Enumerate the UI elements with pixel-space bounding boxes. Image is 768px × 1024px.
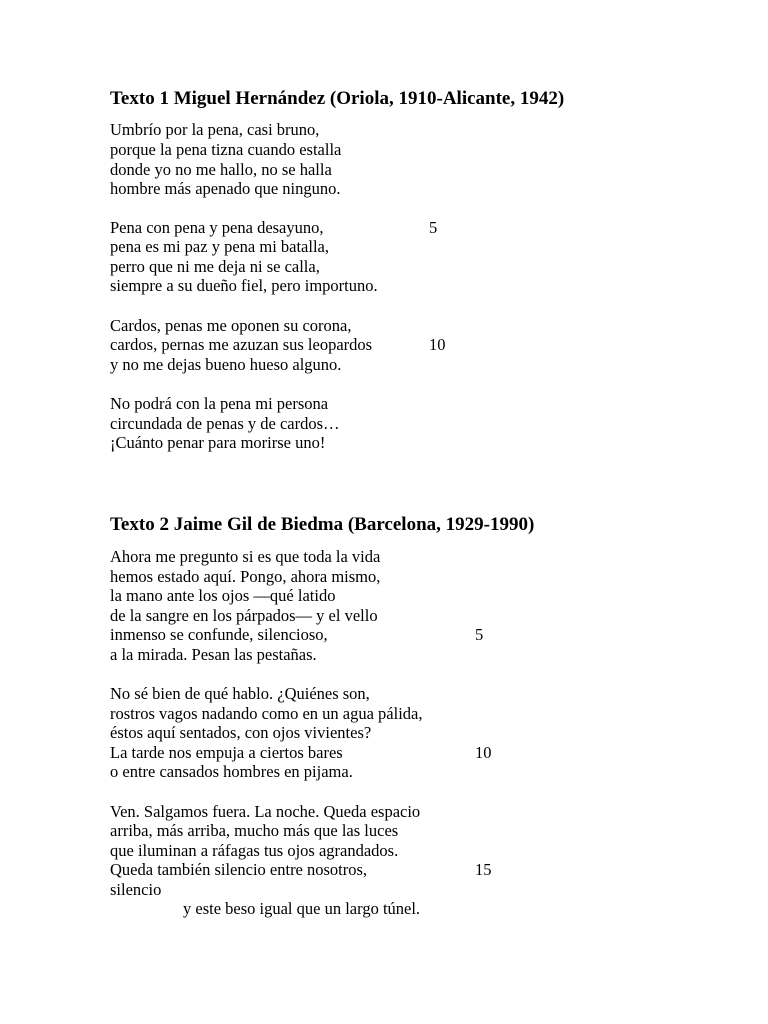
poem-line: arriba, más arriba, mucho más que las luces bbox=[110, 821, 399, 840]
poem-line: hombre más apenado que ninguno. bbox=[110, 179, 341, 198]
poem-line: a la mirada. Pesan las pestañas. bbox=[110, 645, 317, 664]
texto2-title: Texto 2 Jaime Gil de Biedma (Barcelona, 1929-1990) bbox=[110, 514, 535, 535]
line-number: 10 bbox=[429, 335, 446, 354]
line-number: 5 bbox=[475, 625, 484, 644]
poem-line: y este beso igual que un largo túnel. bbox=[183, 899, 421, 918]
poem-line: porque la pena tizna cuando estalla bbox=[110, 140, 342, 159]
line-number: 10 bbox=[475, 743, 492, 762]
line-number: 15 bbox=[475, 860, 492, 879]
poem-line: Cardos, penas me oponen su corona, bbox=[110, 316, 352, 335]
poem-line: hemos estado aquí. Pongo, ahora mismo, bbox=[110, 567, 381, 586]
poem-line: siempre a su dueño fiel, pero importuno. bbox=[110, 276, 378, 295]
poem-line: No podrá con la pena mi persona bbox=[110, 394, 329, 413]
poem-line: ¡Cuánto penar para morirse uno! bbox=[110, 433, 326, 452]
poem-line: inmenso se confunde, silencioso, bbox=[110, 625, 328, 644]
line-number: 5 bbox=[429, 218, 438, 237]
poem-line: pena es mi paz y pena mi batalla, bbox=[110, 237, 329, 256]
poem-line: Umbrío por la pena, casi bruno, bbox=[110, 120, 320, 139]
poem-line: Queda también silencio entre nosotros, bbox=[110, 860, 368, 879]
poem-line: Ven. Salgamos fuera. La noche. Queda espacio bbox=[110, 802, 421, 821]
texto1-title: Texto 1 Miguel Hernández (Oriola, 1910-Alicante, 1942) bbox=[110, 88, 565, 109]
poem-line: silencio bbox=[110, 880, 162, 899]
poem-line: circundada de penas y de cardos… bbox=[110, 414, 340, 433]
poem-line: perro que ni me deja ni se calla, bbox=[110, 257, 320, 276]
poem-line: que iluminan a ráfagas tus ojos agrandados. bbox=[110, 841, 399, 860]
poem-line: o entre cansados hombres en pijama. bbox=[110, 762, 353, 781]
poem-line: Pena con pena y pena desayuno, bbox=[110, 218, 324, 237]
poem-line: No sé bien de qué hablo. ¿Quiénes son, bbox=[110, 684, 370, 703]
poem-line: de la sangre en los párpados— y el vello bbox=[110, 606, 378, 625]
poem-line: la mano ante los ojos —qué latido bbox=[110, 586, 336, 605]
poem-line: cardos, pernas me azuzan sus leopardos bbox=[110, 335, 373, 354]
poem-line: La tarde nos empuja a ciertos bares bbox=[110, 743, 343, 762]
poem-line: éstos aquí sentados, con ojos vivientes? bbox=[110, 723, 372, 742]
poem-line: Ahora me pregunto si es que toda la vida bbox=[110, 547, 381, 566]
poem-line: y no me dejas bueno hueso alguno. bbox=[110, 355, 342, 374]
poem-line: donde yo no me hallo, no se halla bbox=[110, 160, 332, 179]
poem-line: rostros vagos nadando como en un agua pálida, bbox=[110, 704, 423, 723]
